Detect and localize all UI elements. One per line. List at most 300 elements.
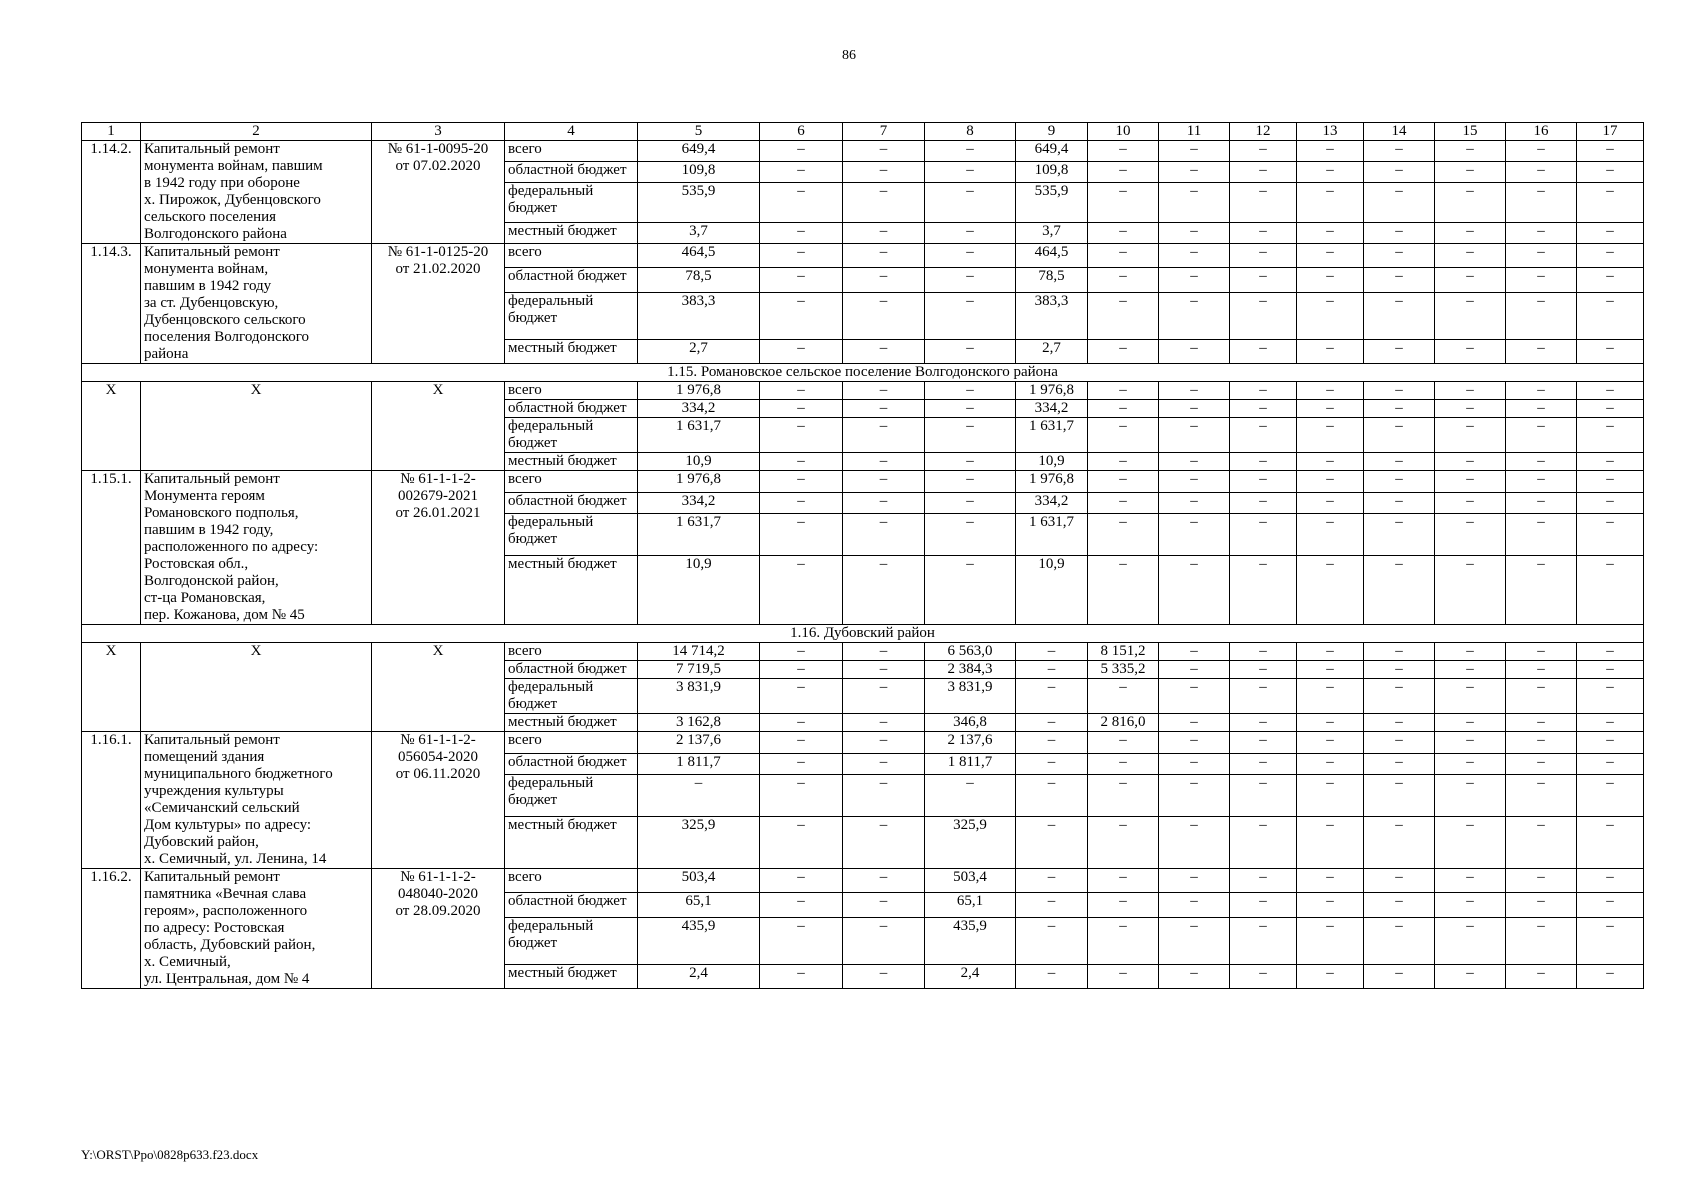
column-header: 9 [1016, 123, 1088, 141]
item-number: 1.16.2. [82, 869, 141, 989]
amount-cell: – [1577, 679, 1644, 714]
amount-cell: 8 151,2 [1088, 643, 1159, 661]
amount-cell: – [1230, 382, 1297, 400]
amount-cell: – [1506, 817, 1577, 869]
amount-cell: – [1230, 161, 1297, 182]
amount-cell: – [1364, 492, 1435, 514]
amount-cell: – [1506, 339, 1577, 363]
amount-cell: 535,9 [638, 182, 760, 223]
amount-cell: – [1230, 492, 1297, 514]
document-ref-line: 048040-2020 [398, 886, 478, 902]
amount-cell: – [1297, 514, 1364, 556]
amount-cell: – [1088, 223, 1159, 244]
amount-cell: – [1159, 869, 1230, 893]
amount-cell: – [925, 268, 1016, 292]
amount-cell: – [1577, 753, 1644, 775]
document-ref-line: от 06.11.2020 [395, 766, 481, 782]
amount-cell: – [843, 714, 925, 732]
amount-cell: – [843, 223, 925, 244]
item-name-line: монумента войнам, [144, 261, 269, 277]
item-name-line: х. Пирожок, Дубенцовского [144, 192, 321, 208]
amount-cell: – [843, 418, 925, 453]
amount-cell: – [1088, 141, 1159, 162]
amount-cell: – [1230, 964, 1297, 988]
amount-cell: – [1435, 732, 1506, 754]
amount-cell: – [1364, 753, 1435, 775]
amount-cell: 334,2 [638, 492, 760, 514]
amount-cell: – [1506, 661, 1577, 679]
item-name-line: Капитальный ремонт [144, 732, 280, 748]
column-header: 13 [1297, 123, 1364, 141]
amount-cell: – [760, 268, 843, 292]
amount-cell: – [1364, 400, 1435, 418]
amount-cell: – [1364, 869, 1435, 893]
amount-cell: – [1364, 418, 1435, 453]
amount-cell: – [843, 382, 925, 400]
amount-cell: – [1506, 556, 1577, 625]
column-header: 8 [925, 123, 1016, 141]
amount-cell: 383,3 [638, 292, 760, 339]
amount-cell: 109,8 [638, 161, 760, 182]
item-name-line: Капитальный ремонт [144, 869, 280, 885]
column-header: 10 [1088, 123, 1159, 141]
amount-cell: – [1364, 514, 1435, 556]
section-title: 1.16. Дубовский район [82, 625, 1644, 643]
amount-cell: – [1435, 917, 1506, 964]
document-ref-line: от 21.02.2020 [395, 261, 481, 277]
amount-cell: – [1364, 141, 1435, 162]
amount-cell: – [760, 917, 843, 964]
amount-cell: 1 631,7 [638, 514, 760, 556]
amount-cell: – [843, 869, 925, 893]
amount-cell: – [1159, 775, 1230, 817]
amount-cell: 10,9 [638, 556, 760, 625]
amount-cell: – [760, 141, 843, 162]
amount-cell: – [760, 753, 843, 775]
amount-cell: – [1364, 714, 1435, 732]
funding-category: федеральный бюджет [505, 679, 638, 714]
amount-cell: – [925, 141, 1016, 162]
amount-cell: – [1435, 643, 1506, 661]
item-name-line: за ст. Дубенцовскую, [144, 295, 279, 311]
amount-cell: – [1159, 964, 1230, 988]
amount-cell: – [1088, 679, 1159, 714]
amount-cell: – [1230, 514, 1297, 556]
amount-cell: 2,4 [925, 964, 1016, 988]
amount-cell: – [1230, 244, 1297, 268]
amount-cell: 2 816,0 [1088, 714, 1159, 732]
amount-cell: – [1297, 643, 1364, 661]
amount-cell: – [1159, 268, 1230, 292]
funding-category: всего [505, 382, 638, 400]
amount-cell: – [1577, 182, 1644, 223]
amount-cell: – [760, 339, 843, 363]
amount-cell: – [843, 775, 925, 817]
amount-cell: – [1506, 268, 1577, 292]
funding-category: всего [505, 732, 638, 754]
item-name-line: в 1942 году при обороне [144, 175, 300, 191]
amount-cell: – [1364, 382, 1435, 400]
item-name-line: пер. Кожанова, дом № 45 [144, 607, 305, 623]
table-row [82, 382, 1644, 400]
amount-cell: – [1577, 917, 1644, 964]
item-name-line: по адресу: Ростовская [144, 920, 285, 936]
amount-cell: – [1297, 244, 1364, 268]
item-name-line: Х [250, 382, 262, 398]
document-ref-line: 002679-2021 [398, 488, 478, 504]
amount-cell: – [1577, 817, 1644, 869]
amount-cell: – [1506, 400, 1577, 418]
amount-cell: – [1297, 917, 1364, 964]
item-name [141, 382, 372, 471]
amount-cell: 2,7 [638, 339, 760, 363]
item-name-line: Х [250, 643, 262, 659]
amount-cell: – [760, 382, 843, 400]
amount-cell: 435,9 [638, 917, 760, 964]
amount-cell: – [1230, 223, 1297, 244]
item-name-line: область, Дубовский район, [144, 937, 316, 953]
item-number: 1.16.1. [82, 732, 141, 869]
amount-cell: – [843, 661, 925, 679]
amount-cell: – [1159, 893, 1230, 917]
amount-cell: – [1230, 753, 1297, 775]
amount-cell: – [760, 400, 843, 418]
amount-cell: – [1159, 753, 1230, 775]
amount-cell: – [1297, 753, 1364, 775]
amount-cell: – [1297, 893, 1364, 917]
amount-cell: – [760, 714, 843, 732]
amount-cell: – [1364, 964, 1435, 988]
amount-cell: – [1016, 679, 1088, 714]
amount-cell: – [1159, 514, 1230, 556]
document-ref [372, 869, 505, 989]
amount-cell: 1 631,7 [638, 418, 760, 453]
item-number: 1.14.3. [82, 244, 141, 364]
amount-cell: 334,2 [638, 400, 760, 418]
amount-cell: – [1435, 556, 1506, 625]
amount-cell: – [1230, 400, 1297, 418]
amount-cell: – [1159, 418, 1230, 453]
document-ref-line: от 28.09.2020 [395, 903, 481, 919]
amount-cell: – [1435, 714, 1506, 732]
amount-cell: – [843, 917, 925, 964]
amount-cell: – [925, 182, 1016, 223]
column-header: 4 [505, 123, 638, 141]
column-header: 5 [638, 123, 760, 141]
amount-cell: 3 162,8 [638, 714, 760, 732]
amount-cell: – [1506, 917, 1577, 964]
amount-cell: – [1435, 161, 1506, 182]
amount-cell: – [1577, 418, 1644, 453]
item-name-line: Капитальный ремонт [144, 471, 280, 487]
funding-category: федеральный бюджет [505, 775, 638, 817]
amount-cell: – [1506, 869, 1577, 893]
amount-cell: – [1577, 400, 1644, 418]
amount-cell: – [1297, 492, 1364, 514]
amount-cell: – [1364, 732, 1435, 754]
amount-cell: 10,9 [638, 453, 760, 471]
amount-cell: – [925, 556, 1016, 625]
amount-cell: – [1088, 492, 1159, 514]
amount-cell: – [1230, 714, 1297, 732]
amount-cell: – [1159, 679, 1230, 714]
amount-cell: – [1159, 917, 1230, 964]
amount-cell: – [925, 161, 1016, 182]
amount-cell: – [1364, 556, 1435, 625]
amount-cell: – [1159, 400, 1230, 418]
amount-cell: 334,2 [1016, 492, 1088, 514]
amount-cell: – [1297, 556, 1364, 625]
amount-cell: – [1159, 182, 1230, 223]
amount-cell: – [760, 244, 843, 268]
amount-cell: – [1159, 339, 1230, 363]
amount-cell: – [843, 492, 925, 514]
amount-cell: – [1230, 679, 1297, 714]
amount-cell: – [1088, 453, 1159, 471]
item-number: Х [82, 643, 141, 732]
amount-cell: – [1577, 643, 1644, 661]
amount-cell: – [760, 418, 843, 453]
item-name-line: Монумента героям [144, 488, 265, 504]
amount-cell: – [760, 817, 843, 869]
amount-cell: – [1088, 182, 1159, 223]
amount-cell: – [843, 244, 925, 268]
amount-cell: – [1364, 817, 1435, 869]
amount-cell: – [760, 292, 843, 339]
amount-cell: – [1230, 292, 1297, 339]
column-header: 15 [1435, 123, 1506, 141]
amount-cell: – [1159, 817, 1230, 869]
amount-cell: – [1364, 161, 1435, 182]
amount-cell: – [1297, 182, 1364, 223]
amount-cell: – [1230, 268, 1297, 292]
funding-category: всего [505, 869, 638, 893]
amount-cell: – [1435, 661, 1506, 679]
amount-cell: – [1088, 382, 1159, 400]
amount-cell: – [925, 471, 1016, 493]
funding-category: федеральный бюджет [505, 418, 638, 453]
amount-cell: – [1297, 964, 1364, 988]
amount-cell: 325,9 [925, 817, 1016, 869]
amount-cell: – [1435, 339, 1506, 363]
amount-cell: – [1364, 292, 1435, 339]
funding-category: федеральный бюджет [505, 917, 638, 964]
section-row [82, 625, 1644, 643]
column-header: 1 [82, 123, 141, 141]
amount-cell: 1 811,7 [638, 753, 760, 775]
amount-cell: 435,9 [925, 917, 1016, 964]
amount-cell: – [1297, 292, 1364, 339]
amount-cell: – [1435, 268, 1506, 292]
funding-category: федеральный бюджет [505, 514, 638, 556]
amount-cell: 5 335,2 [1088, 661, 1159, 679]
amount-cell: – [1364, 661, 1435, 679]
amount-cell: – [1577, 268, 1644, 292]
amount-cell: – [1577, 869, 1644, 893]
amount-cell: 14 714,2 [638, 643, 760, 661]
amount-cell: 78,5 [638, 268, 760, 292]
amount-cell: 3 831,9 [638, 679, 760, 714]
amount-cell: – [843, 268, 925, 292]
table-row [82, 244, 1644, 268]
amount-cell: – [1364, 679, 1435, 714]
funding-category: местный бюджет [505, 556, 638, 625]
amount-cell: – [1088, 268, 1159, 292]
amount-cell: – [1230, 182, 1297, 223]
amount-cell: 1 976,8 [638, 382, 760, 400]
amount-cell: – [1230, 418, 1297, 453]
amount-cell: – [760, 514, 843, 556]
item-name-line: Капитальный ремонт [144, 141, 280, 157]
amount-cell: – [1364, 339, 1435, 363]
section-row [82, 364, 1644, 382]
funding-category: местный бюджет [505, 964, 638, 988]
amount-cell: – [1435, 453, 1506, 471]
amount-cell: – [760, 775, 843, 817]
amount-cell: – [1159, 556, 1230, 625]
amount-cell: – [1364, 643, 1435, 661]
amount-cell: 65,1 [638, 893, 760, 917]
column-header: 3 [372, 123, 505, 141]
section-title: 1.15. Романовское сельское поселение Волгодонского района [82, 364, 1644, 382]
amount-cell: – [1088, 753, 1159, 775]
column-header: 14 [1364, 123, 1435, 141]
funding-category: областной бюджет [505, 753, 638, 775]
amount-cell: 1 631,7 [1016, 514, 1088, 556]
amount-cell: – [1577, 714, 1644, 732]
amount-cell: – [1364, 244, 1435, 268]
column-header: 7 [843, 123, 925, 141]
funding-category: всего [505, 244, 638, 268]
amount-cell: – [843, 753, 925, 775]
document-ref-line: № 61-1-1-2- [400, 471, 476, 487]
amount-cell: – [1435, 869, 1506, 893]
amount-cell: – [1230, 141, 1297, 162]
amount-cell: – [760, 182, 843, 223]
amount-cell: – [760, 453, 843, 471]
amount-cell: – [1088, 964, 1159, 988]
funding-category: областной бюджет [505, 400, 638, 418]
item-name-line: муниципального бюджетного [144, 766, 333, 782]
amount-cell: – [1088, 775, 1159, 817]
amount-cell: – [1506, 161, 1577, 182]
amount-cell: – [925, 400, 1016, 418]
amount-cell: – [1297, 223, 1364, 244]
amount-cell: – [1230, 339, 1297, 363]
amount-cell: – [1230, 732, 1297, 754]
item-name-line: памятника «Вечная слава [144, 886, 307, 902]
table-row [82, 471, 1644, 493]
amount-cell: – [1577, 292, 1644, 339]
amount-cell: – [1016, 753, 1088, 775]
amount-cell: – [1364, 182, 1435, 223]
document-ref-line: от 07.02.2020 [395, 158, 481, 174]
amount-cell: 503,4 [925, 869, 1016, 893]
document-ref [372, 471, 505, 625]
amount-cell: 649,4 [1016, 141, 1088, 162]
amount-cell: – [1159, 471, 1230, 493]
amount-cell: – [1088, 514, 1159, 556]
item-name-line: героям», расположенного [144, 903, 308, 919]
amount-cell: – [1435, 471, 1506, 493]
amount-cell: – [843, 556, 925, 625]
amount-cell: – [1506, 382, 1577, 400]
item-name [141, 141, 372, 244]
document-ref-line: № 61-1-0095-20 [387, 141, 489, 157]
amount-cell: – [1088, 339, 1159, 363]
amount-cell: – [1088, 161, 1159, 182]
item-name [141, 869, 372, 989]
amount-cell: – [843, 339, 925, 363]
table-row [82, 643, 1644, 661]
table-row [82, 141, 1644, 162]
amount-cell: – [1435, 182, 1506, 223]
amount-cell: – [1506, 141, 1577, 162]
amount-cell: – [1435, 292, 1506, 339]
item-number: Х [82, 382, 141, 471]
amount-cell: – [1506, 244, 1577, 268]
column-header: 2 [141, 123, 372, 141]
funding-category: областной бюджет [505, 268, 638, 292]
amount-cell: – [1364, 775, 1435, 817]
amount-cell: – [925, 453, 1016, 471]
item-name-line: ст-ца Романовская, [144, 590, 266, 606]
amount-cell: – [1297, 339, 1364, 363]
amount-cell: – [1088, 292, 1159, 339]
amount-cell: – [1435, 679, 1506, 714]
amount-cell: 2 384,3 [925, 661, 1016, 679]
amount-cell: – [1577, 453, 1644, 471]
amount-cell: – [760, 893, 843, 917]
amount-cell: – [1016, 817, 1088, 869]
column-header: 11 [1159, 123, 1230, 141]
amount-cell: – [1159, 292, 1230, 339]
item-name-line: Дубенцовского сельского [144, 312, 306, 328]
amount-cell: – [1506, 775, 1577, 817]
amount-cell: – [1364, 223, 1435, 244]
item-name-line: Дом культуры» по адресу: [144, 817, 312, 833]
amount-cell: – [1088, 869, 1159, 893]
funding-category: областной бюджет [505, 161, 638, 182]
amount-cell: – [843, 893, 925, 917]
amount-cell: – [1297, 141, 1364, 162]
item-name-line: х. Семичный, ул. Ленина, 14 [144, 851, 327, 867]
amount-cell: – [1506, 643, 1577, 661]
amount-cell: – [760, 556, 843, 625]
amount-cell: 65,1 [925, 893, 1016, 917]
amount-cell: – [1159, 661, 1230, 679]
amount-cell: – [760, 661, 843, 679]
amount-cell: – [1577, 141, 1644, 162]
amount-cell: – [1230, 817, 1297, 869]
amount-cell: – [1435, 775, 1506, 817]
amount-cell: – [1506, 732, 1577, 754]
amount-cell: – [1016, 732, 1088, 754]
document-ref-line: № 61-1-0125-20 [387, 244, 489, 260]
amount-cell: – [1297, 382, 1364, 400]
item-name-line: расположенного по адресу: [144, 539, 319, 555]
amount-cell: 503,4 [638, 869, 760, 893]
amount-cell: – [1364, 917, 1435, 964]
amount-cell: – [1435, 141, 1506, 162]
amount-cell: – [1297, 714, 1364, 732]
document-ref-line: 056054-2020 [398, 749, 478, 765]
document-ref-line: Х [432, 643, 444, 659]
item-number: 1.14.2. [82, 141, 141, 244]
amount-cell: – [843, 292, 925, 339]
item-name-line: Ростовская обл., [144, 556, 249, 572]
amount-cell: – [843, 732, 925, 754]
